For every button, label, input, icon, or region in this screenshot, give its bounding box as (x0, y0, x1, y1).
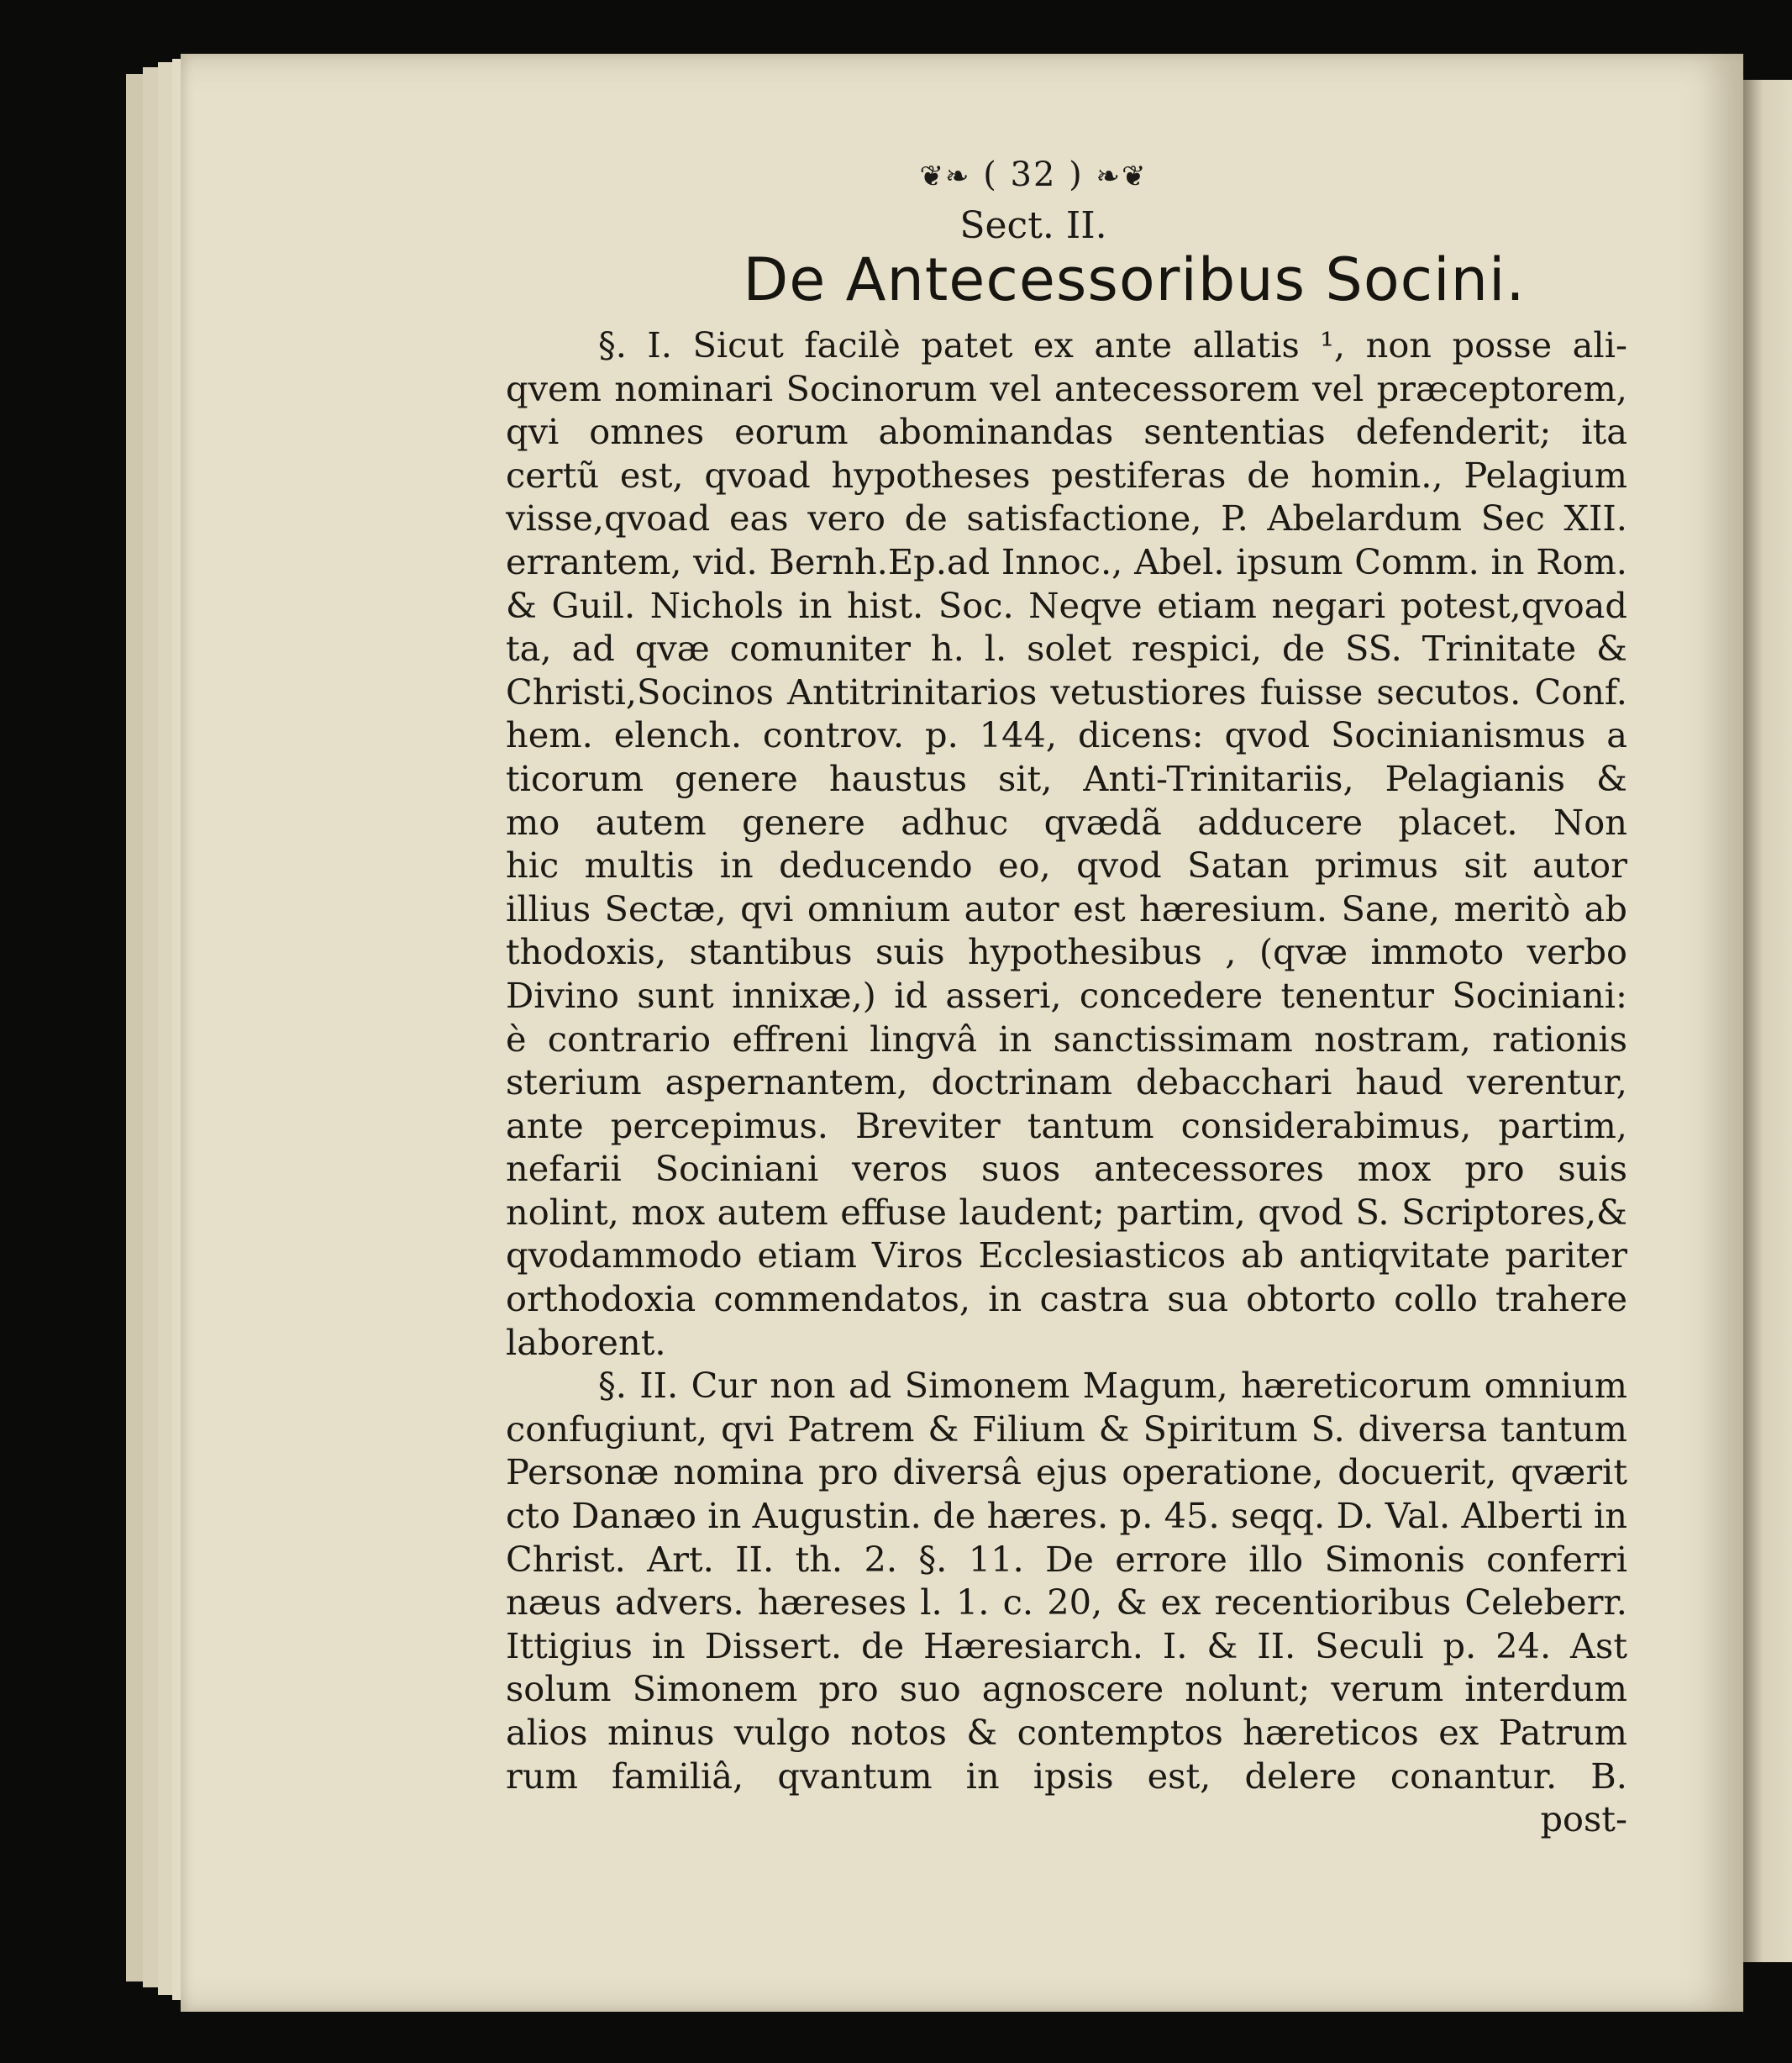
text-line: certũ est, qvoad hypotheses pestiferas de homin., Pelagium (506, 454, 1627, 496)
text-line: visse,qvoad eas vero de satisfactione, P. Abelardum Sec XII. (506, 497, 1627, 539)
text-line: qvodammodo etiam Viros Ecclesiasticos ab antiqvitate pariter (506, 1234, 1627, 1276)
chapter-title: De Antecessoribus Socini. (743, 245, 1526, 314)
page-number: ( 32 ) (983, 155, 1084, 194)
text-line: ante percepimus. Breviter tantum considerabimus, partim, (506, 1104, 1627, 1146)
catchword: post- (1540, 1798, 1627, 1840)
text-line: laborent. (506, 1321, 666, 1363)
text-line: ta, ad qvæ comuniter h. l. solet respici, de SS. Trinitate & (506, 628, 1627, 670)
text-line: illius Sectæ, qvi omnium autor est hæresium. Sane, meritò ab (506, 887, 1627, 929)
text-line: thodoxis, stantibus suis hypothesibus , (qvæ immoto verbo (506, 931, 1627, 973)
text-line: Christ. Art. II. th. 2. §. 11. De errore illo Simonis conferri (506, 1538, 1627, 1580)
section-heading: Sect. II. (959, 204, 1107, 247)
text-line: rum familiâ, qvantum in ipsis est, delere conantur. B. (506, 1755, 1627, 1797)
text-line: qvem nominari Socinorum vel antecessorem vel præceptorem, (506, 367, 1627, 409)
text-line: & Guil. Nichols in hist. Soc. Neqve etiam negari potest,qvoad (506, 584, 1627, 626)
text-line: errantem, vid. Bernh.Ep.ad Innoc., Abel. ipsum Comm. in Rom. (506, 540, 1627, 582)
text-line: è contrario effreni lingvâ in sanctissimam nostram, rationis (506, 1018, 1627, 1060)
text-line: Ittigius in Dissert. de Hæresiarch. I. & II. Seculi p. 24. Ast (506, 1624, 1627, 1666)
text-line: §. I. Sicut facilè patet ex ante allatis ¹, non posse ali- (598, 324, 1627, 366)
text-line: solum Simonem pro suo agnoscere nolunt; verum interdum (506, 1668, 1627, 1710)
text-line: orthodoxia commendatos, in castra sua obtorto collo trahere (506, 1278, 1627, 1320)
text-line: sterium aspernantem, doctrinam debacchari haud verentur, (506, 1061, 1627, 1103)
text-line: qvi omnes eorum abominandas sententias defenderit; ita (506, 411, 1627, 453)
page-header (840, 155, 1227, 194)
text-line: Divino sunt innixæ,) id asseri, concedere tenentur Sociniani: (506, 974, 1627, 1016)
text-line: cto Danæo in Augustin. de hæres. p. 45. seqq. D. Val. Alberti in (506, 1495, 1627, 1537)
text-line: nolint, mox autem effuse laudent; partim, qvod S. Scriptores,& (506, 1191, 1627, 1233)
text-line: alios minus vulgo notos & contemptos hæreticos ex Patrum (506, 1712, 1627, 1753)
text-line: nefarii Sociniani veros suos antecessores mox pro suis (506, 1148, 1627, 1190)
body-text (506, 324, 1627, 1841)
text-line: Personæ nomina pro diversâ ejus operatione, docuerit, qværit (506, 1451, 1627, 1493)
text-line: hem. elench. controv. p. 144, dicens: qvod Socinianismus a (506, 714, 1627, 756)
ornament-right-icon: ❧❦ (1096, 160, 1148, 193)
text-line: mo autem genere adhuc qvædã adducere placet. Non (506, 801, 1627, 843)
text-line: confugiunt, qvi Patrem & Filium & Spiritum S. diversa tantum (506, 1408, 1627, 1450)
text-line: hic multis in deducendo eo, qvod Satan primus sit autor (506, 845, 1627, 887)
text-line: Christi,Socinos Antitrinitarios vetustiores fuisse secutos. Conf. (506, 671, 1627, 713)
text-line: ticorum genere haustus sit, Anti-Trinitariis, Pelagianis & (506, 757, 1627, 799)
text-line: næus advers. hæreses l. 1. c. 20, & ex recentioribus Celeberr. (506, 1581, 1627, 1624)
facing-page-edge (1743, 80, 1792, 1962)
text-line: §. II. Cur non ad Simonem Magum, hæreticorum omnium (598, 1365, 1627, 1407)
ornament-left-icon: ❦❧ (919, 160, 971, 193)
